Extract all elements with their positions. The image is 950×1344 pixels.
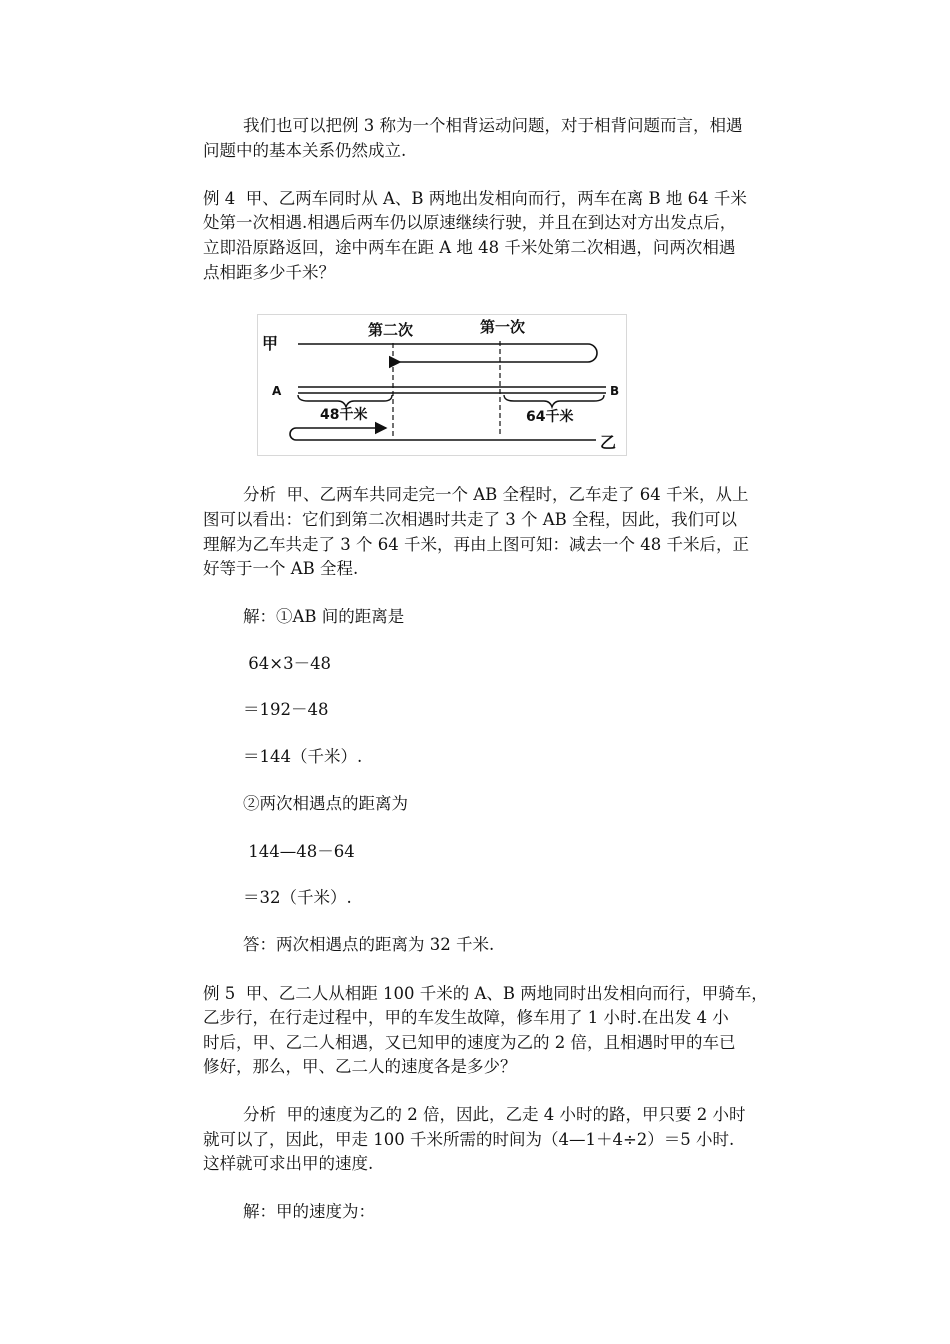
paragraph-text: 我们也可以把例 3 称为一个相背运动问题，对于相背问题而言，相遇 <box>243 116 743 135</box>
paragraph-text: 分析 甲的速度为乙的 2 倍，因此，乙走 4 小时的路，甲只要 2 小时 <box>243 1105 746 1124</box>
paragraph-text: 图可以看出：它们到第二次相遇时共走了 3 个 AB 全程，因此，我们可以 <box>203 510 738 529</box>
paragraph-text: 好等于一个 AB 全程. <box>203 559 359 578</box>
distance-48-label: 48千米 <box>320 407 368 423</box>
paragraph-text: 时后，甲、乙二人相遇，又已知甲的速度为乙的 2 倍，且相遇时甲的车已 <box>203 1033 736 1052</box>
meeting-diagram <box>257 314 627 456</box>
jia-label: 甲 <box>262 334 279 353</box>
yi-label: 乙 <box>600 433 617 452</box>
paragraph-text: 修好，那么，甲、乙二人的速度各是多少？ <box>203 1057 517 1076</box>
paragraph-text: 立即沿原路返回，途中两车在距 A 地 48 千米处第二次相遇，问两次相遇 <box>203 238 736 257</box>
first-meeting-label: 第一次 <box>480 318 526 336</box>
solution-line: 解：甲的速度为： <box>243 1202 375 1221</box>
distance-64-label: 64千米 <box>526 409 574 425</box>
equation-line: ＝144（千米）. <box>243 747 363 766</box>
equation-line: 64×3－48 <box>243 654 332 673</box>
paragraph-text: 理解为乙车共走了 3 个 64 千米，再由上图可知：减去一个 48 千米后，正 <box>203 535 749 554</box>
yi-route-path <box>290 428 596 440</box>
paragraph-text: 问题中的基本关系仍然成立. <box>203 141 407 160</box>
paragraph-text: 这样就可求出甲的速度. <box>203 1154 374 1173</box>
equation-line: ＝192－48 <box>243 700 329 719</box>
distance-64-brace <box>504 395 604 407</box>
example-heading-text: 例 5 甲、乙二人从相距 100 千米的 A、B 两地同时出发相向而行，甲骑车， <box>203 984 768 1003</box>
second-meeting-label: 第二次 <box>368 321 414 339</box>
paragraph-text: 点相距多少千米？ <box>203 263 335 282</box>
paragraph-text: 就可以了，因此，甲走 100 千米所需的时间为（4—1＋4÷2）＝5 小时. <box>203 1130 735 1149</box>
solution-line: 解：①AB 间的距离是 <box>243 607 405 626</box>
solution-line: ②两次相遇点的距离为 <box>243 794 408 813</box>
answer-line: 答：两次相遇点的距离为 32 千米. <box>243 935 495 954</box>
meeting-diagram-svg <box>258 315 626 455</box>
equation-line: ＝32（千米）. <box>243 888 352 907</box>
equation-line: 144—48－64 <box>243 842 355 861</box>
paragraph-text: 处第一次相遇.相遇后两车仍以原速继续行驶，并且在到达对方出发点后， <box>203 213 737 232</box>
paragraph-text: 分析 甲、乙两车共同走完一个 AB 全程时，乙车走了 64 千米，从上 <box>243 485 749 504</box>
jia-route-path <box>298 344 597 362</box>
point-a-label: A <box>272 384 282 398</box>
paragraph-text: 乙步行，在行走过程中，甲的车发生故障，修车用了 1 小时.在出发 4 小 <box>203 1008 729 1027</box>
point-b-label: B <box>610 384 620 398</box>
example-heading-text: 例 4 甲、乙两车同时从 A、B 两地出发相向而行，两车在离 B 地 64 千米 <box>203 189 747 208</box>
distance-48-brace <box>298 395 392 407</box>
